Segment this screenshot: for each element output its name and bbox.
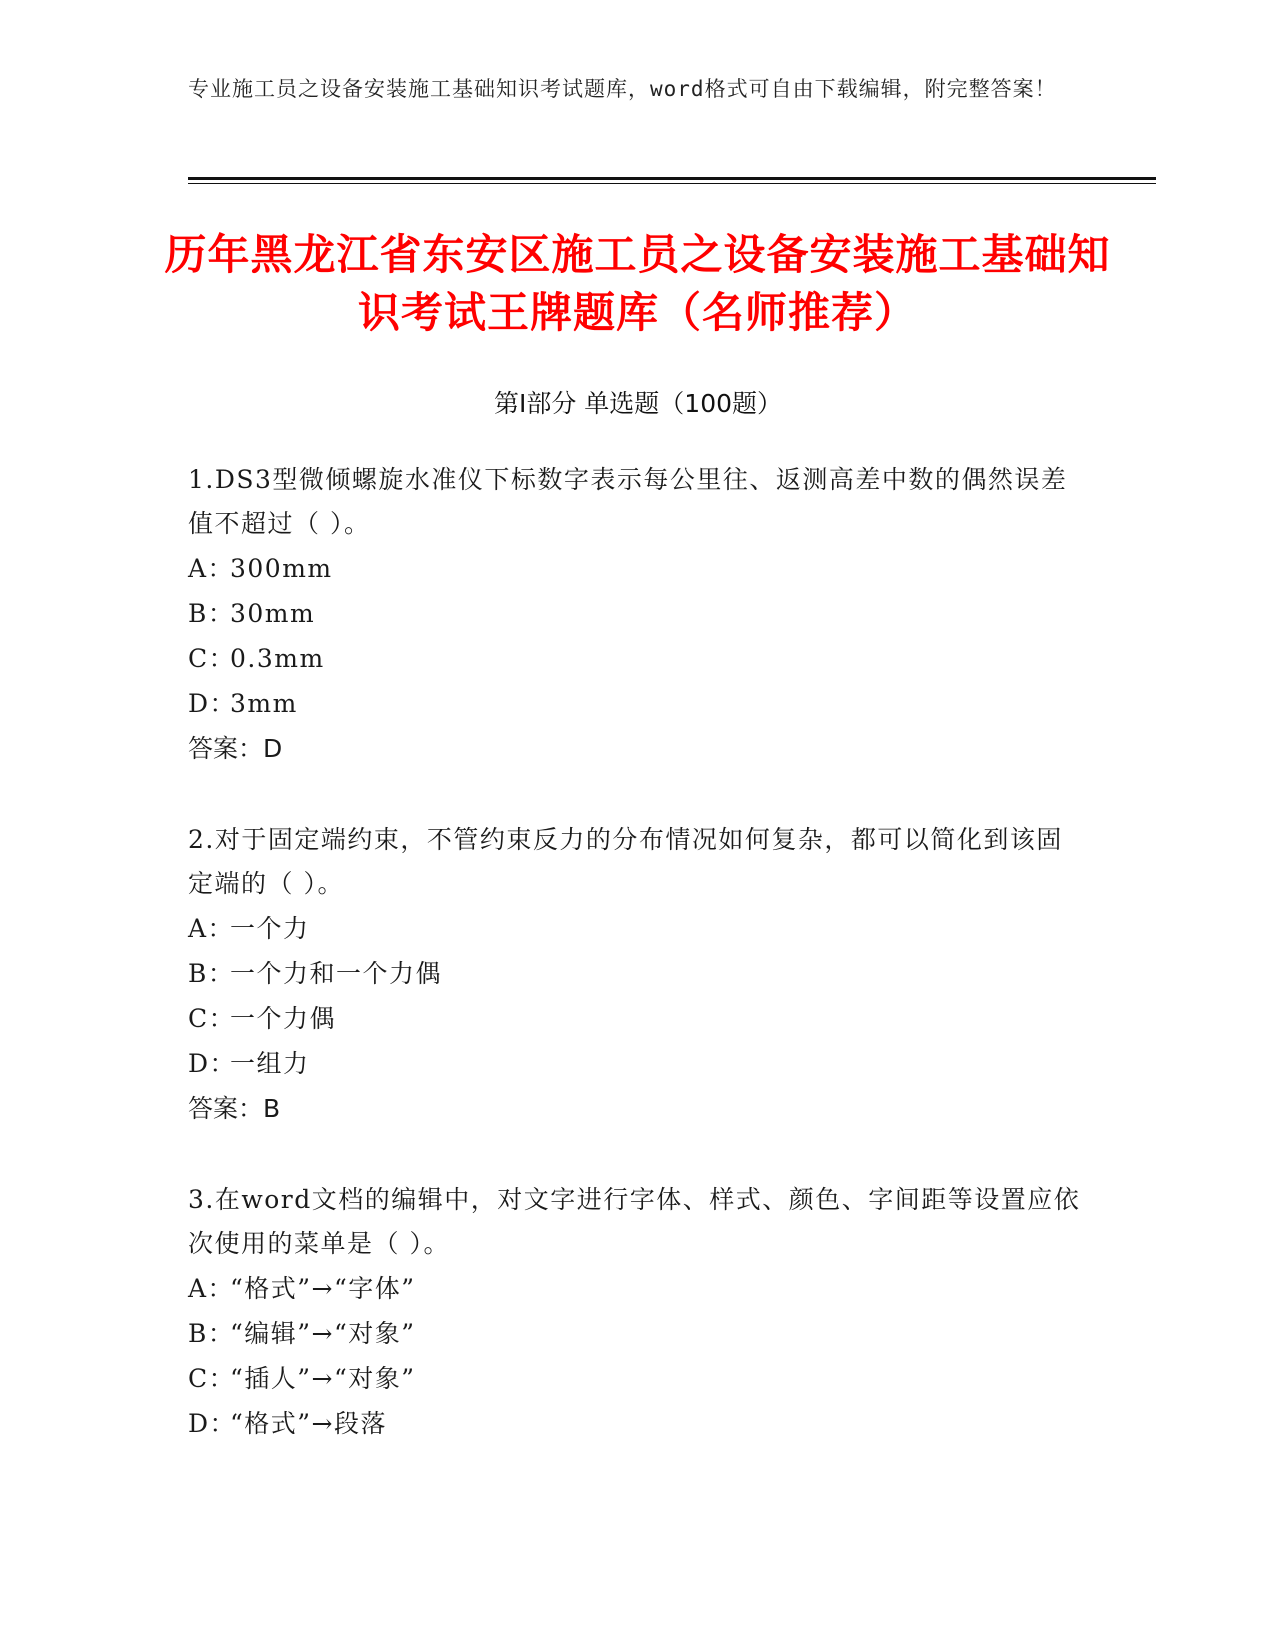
option-a — [188, 546, 1088, 591]
document-title: 历年黑龙江省东安区施工员之设备安装施工基础知识考试王牌题库（名师推荐） — [164, 230, 1111, 337]
option-text: 一个力偶 — [230, 1004, 337, 1033]
option-key: B： — [188, 1319, 235, 1348]
option-key: A： — [188, 1274, 235, 1303]
option-text: 一个力和一个力偶 — [230, 959, 443, 988]
option-a — [188, 1266, 1088, 1311]
question-3 — [188, 1178, 1088, 1446]
option-key: A： — [188, 554, 235, 583]
option-key: A： — [188, 914, 235, 943]
option-c — [188, 1356, 1088, 1401]
option-text: “编辑”→“对象” — [230, 1319, 416, 1348]
option-text: 30mm — [230, 599, 316, 628]
option-text: 一组力 — [230, 1049, 310, 1078]
question-1 — [188, 458, 1088, 771]
option-text: 300mm — [230, 554, 333, 583]
option-b — [188, 591, 1088, 636]
option-key: D： — [188, 689, 237, 718]
header-rule-thick — [188, 177, 1156, 180]
option-c — [188, 996, 1088, 1041]
option-key: C： — [188, 1004, 236, 1033]
option-d — [188, 681, 1088, 726]
question-stem: 3.在word文档的编辑中，对文字进行字体、样式、颜色、字间距等设置应依次使用的菜单是（ ）。 — [188, 1185, 1081, 1258]
question-stem: 1.DS3型微倾螺旋水准仪下标数字表示每公里往、返测高差中数的偶然误差值不超过（ ）。 — [188, 465, 1068, 538]
answer: 答案：D — [188, 734, 283, 763]
answer: 答案：B — [188, 1094, 281, 1123]
section-title: 第Ⅰ部分 单选题（100题） — [493, 389, 783, 418]
option-d — [188, 1401, 1088, 1446]
option-key: D： — [188, 1409, 237, 1438]
option-text: 0.3mm — [230, 644, 325, 673]
option-text: 3mm — [230, 689, 298, 718]
option-key: C： — [188, 1364, 236, 1393]
option-key: B： — [188, 599, 235, 628]
option-c — [188, 636, 1088, 681]
header-rule-thin — [188, 183, 1156, 184]
header-note: 专业施工员之设备安装施工基础知识考试题库，word格式可自由下载编辑，附完整答案！ — [188, 77, 1057, 101]
option-key: C： — [188, 644, 236, 673]
option-a — [188, 906, 1088, 951]
option-b — [188, 951, 1088, 996]
option-text: “格式”→“字体” — [230, 1274, 416, 1303]
option-b — [188, 1311, 1088, 1356]
question-stem: 2.对于固定端约束，不管约束反力的分布情况如何复杂，都可以简化到该固定端的（ ）。 — [188, 825, 1063, 898]
question-2 — [188, 818, 1088, 1131]
option-text: “插人”→“对象” — [230, 1364, 416, 1393]
option-text: “格式”→段落 — [230, 1409, 388, 1438]
option-text: 一个力 — [230, 914, 310, 943]
option-key: B： — [188, 959, 235, 988]
option-d — [188, 1041, 1088, 1086]
option-key: D： — [188, 1049, 237, 1078]
